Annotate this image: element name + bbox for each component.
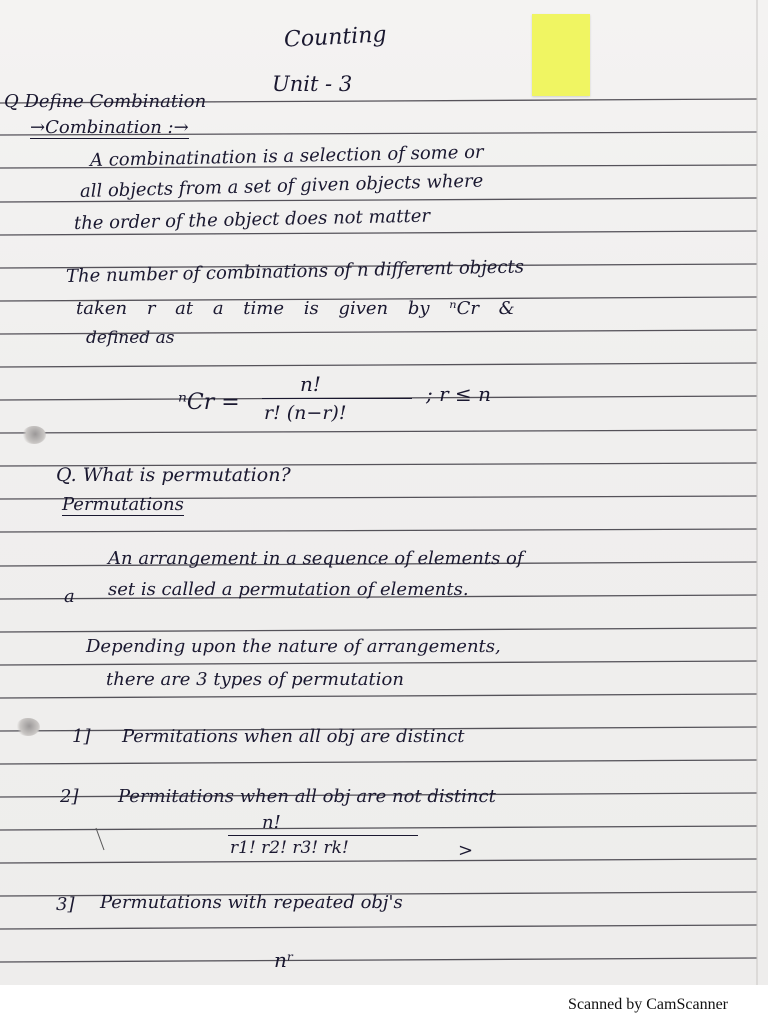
fraction-bar <box>262 398 412 399</box>
type2-denominator: r1! r2! r3! rk! <box>230 838 349 858</box>
depending-line: Depending upon the nature of arrangements, <box>86 636 501 657</box>
count-line: The number of combinations of n different objects <box>65 256 525 287</box>
subject-title: Counting <box>283 22 388 53</box>
type-text: Permitations when all obj are not distinct <box>118 786 496 807</box>
question-permutation: Q. What is permutation? <box>56 464 291 486</box>
count-line: defined as <box>86 328 175 348</box>
permutation-definition-line: set is called a permutation of elements. <box>108 579 469 600</box>
scanner-watermark: Scanned by CamScanner <box>568 996 728 1013</box>
count-line: taken r at a time is given by ⁿCr & <box>76 298 515 319</box>
punch-hole <box>16 718 40 736</box>
permutation-definition-line: An arrangement in a sequence of elements of <box>108 548 524 569</box>
type-text: Permutations with repeated obj's <box>100 892 403 913</box>
punch-hole <box>22 426 46 444</box>
question-define-combination: Q Define Combination <box>4 91 207 112</box>
depending-line: there are 3 types of permutation <box>106 669 404 690</box>
type3-formula: nʳ <box>274 948 294 972</box>
sticky-note <box>532 14 590 96</box>
type-text: Permitations when all obj are distinct <box>122 726 465 747</box>
definition-line: the order of the object does not matter <box>73 205 431 234</box>
type-number: 1] <box>72 726 91 747</box>
fraction-bar <box>228 835 418 836</box>
arrow-mark: > <box>458 840 474 861</box>
unit-title: Unit - 3 <box>272 72 353 96</box>
formula-lhs: ⁿCr = <box>178 390 240 415</box>
pen-stroke-mark <box>96 828 104 850</box>
definition-line: A combinatination is a selection of some or <box>89 141 484 171</box>
formula-condition: ; r ≤ n <box>426 382 492 406</box>
formula-numerator: n! <box>300 372 321 396</box>
definition-line: all objects from a set of given objects where <box>79 170 484 202</box>
combination-heading: →Combination :→ <box>30 117 189 138</box>
permutation-heading: Permutations <box>62 494 184 515</box>
formula-denominator: r! (n−r)! <box>264 402 347 424</box>
type-number: 2] <box>60 786 79 807</box>
type-number: 3] <box>56 894 75 915</box>
type2-numerator: n! <box>262 812 281 833</box>
permutation-definition-a: a <box>64 586 75 607</box>
